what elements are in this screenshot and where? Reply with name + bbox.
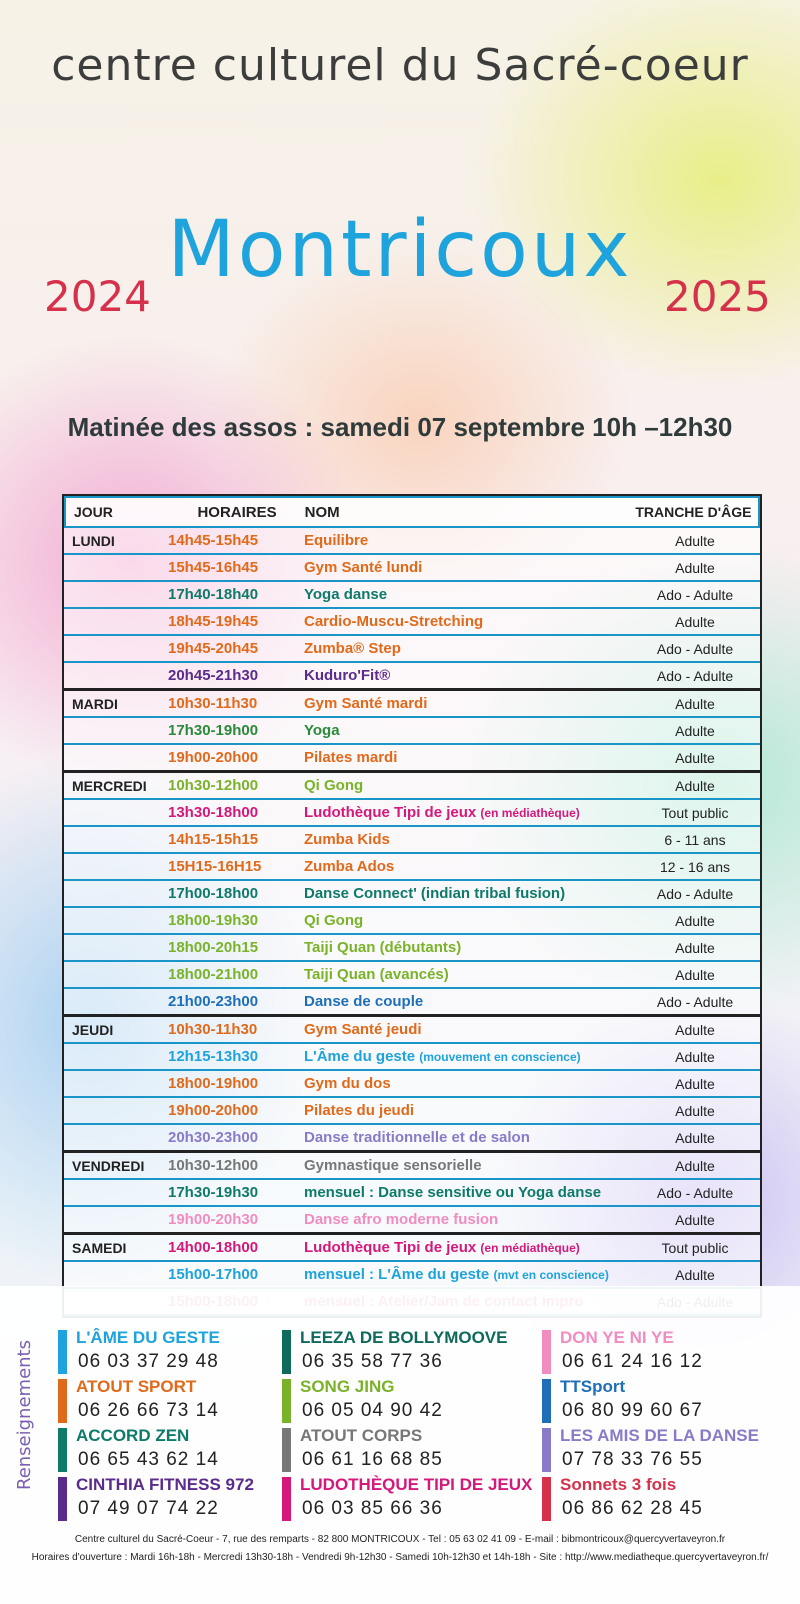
contact-entry — [282, 1475, 533, 1521]
contact-name: LEEZA DE BOLLYMOOVE — [300, 1328, 508, 1347]
row-activity-name: Danse afro moderne fusion — [304, 1211, 499, 1228]
table-header — [64, 496, 760, 528]
contact-phone: 06 80 99 60 67 — [562, 1400, 703, 1421]
contact-entry — [58, 1377, 288, 1423]
row-age: Adulte — [675, 912, 715, 929]
contact-phone: 06 03 85 66 36 — [302, 1498, 443, 1519]
row-activity-name: Qi Gong — [304, 912, 364, 929]
table-row — [64, 1098, 760, 1125]
contact-color-bar — [282, 1477, 291, 1521]
contact-name: LES AMIS DE LA DANSE — [560, 1426, 759, 1445]
row-time: 19h45-20h45 — [168, 640, 259, 657]
contact-phone: 07 49 07 74 22 — [78, 1498, 219, 1519]
contact-color-bar — [58, 1428, 67, 1472]
row-age: Ado - Adulte — [656, 1184, 734, 1201]
row-age: Adulte — [675, 1048, 715, 1065]
row-time: 10h30-12h00 — [168, 777, 259, 794]
table-row — [64, 1071, 760, 1098]
row-time: 18h00-21h00 — [168, 966, 259, 983]
row-age: Adulte — [675, 532, 715, 549]
contact-name: CINTHIA FITNESS 972 — [76, 1475, 254, 1494]
contact-phone: 06 05 04 90 42 — [302, 1400, 443, 1421]
row-activity-name: Zumba Kids — [304, 831, 390, 848]
contact-entry — [282, 1377, 512, 1423]
row-activity — [304, 804, 630, 821]
row-time: 14h45-15h45 — [168, 532, 259, 549]
row-day: JEUDI — [72, 1021, 114, 1038]
table-row — [64, 691, 760, 718]
contact-phone: 06 61 16 68 85 — [302, 1449, 443, 1470]
table-row — [64, 962, 760, 989]
row-activity — [304, 722, 630, 739]
table-row — [64, 609, 760, 636]
address-line: Centre culturel du Sacré-Coeur - 7, rue des remparts - 82 800 MONTRICOUX - Tel : 05 63 02 41 09 - E-mail : bibmontricoux@quercyvertaveyron.fr — [74, 1534, 726, 1545]
contact-phone: 06 35 58 77 36 — [302, 1351, 443, 1372]
row-activity-note: (mouvement en conscience) — [419, 1050, 581, 1064]
table-row — [64, 1044, 760, 1071]
table-row — [64, 555, 760, 582]
contact-color-bar — [282, 1428, 291, 1472]
contact-entry — [58, 1475, 288, 1521]
table-row — [64, 718, 760, 745]
row-activity-name: Danse traditionnelle et de salon — [304, 1129, 530, 1146]
contact-phone: 06 26 66 73 14 — [78, 1400, 219, 1421]
row-time: 14h15-15h15 — [168, 831, 259, 848]
row-age: Adulte — [675, 722, 715, 739]
row-age: Adulte — [675, 1211, 715, 1228]
year-start: 2024 — [44, 272, 151, 321]
row-age: Adulte — [675, 1266, 715, 1283]
table-row — [64, 854, 760, 881]
row-activity — [304, 1021, 630, 1038]
contact-entry — [542, 1426, 772, 1472]
row-activity-name: Equilibre — [304, 532, 369, 549]
header-day: JOUR — [74, 504, 113, 520]
row-activity-note: (en médiathèque) — [480, 1241, 580, 1255]
table-row — [64, 636, 760, 663]
table-row — [64, 881, 760, 908]
row-activity-name: Cardio-Muscu-Stretching — [304, 613, 484, 630]
row-activity — [304, 1129, 630, 1146]
row-activity-name: Danse de couple — [304, 993, 424, 1010]
contact-entry — [58, 1426, 288, 1472]
row-activity — [304, 858, 630, 875]
row-activity — [304, 1211, 630, 1228]
row-activity-name: Taiji Quan (avancés) — [304, 966, 449, 983]
contact-entry — [542, 1377, 772, 1423]
row-age: Ado - Adulte — [656, 885, 734, 902]
contact-phone: 07 78 33 76 55 — [562, 1449, 703, 1470]
row-time: 10h30-11h30 — [168, 695, 258, 712]
row-activity — [304, 1266, 630, 1283]
row-time: 18h45-19h45 — [168, 613, 259, 630]
table-body — [64, 528, 760, 1316]
row-age: Tout public — [661, 1239, 729, 1256]
row-activity — [304, 1102, 630, 1119]
row-activity — [304, 885, 630, 902]
row-activity-name: Ludothèque Tipi de jeux — [304, 804, 477, 821]
row-time: 13h30-18h00 — [168, 804, 259, 821]
contact-color-bar — [542, 1477, 551, 1521]
contact-color-bar — [542, 1379, 551, 1423]
row-activity — [304, 559, 630, 576]
contact-name: ATOUT CORPS — [300, 1426, 423, 1445]
row-activity — [304, 640, 630, 657]
row-activity-name: Qi Gong — [304, 777, 364, 794]
table-row — [64, 582, 760, 609]
row-activity — [304, 613, 630, 630]
row-age: Adulte — [675, 1102, 715, 1119]
row-age: Adulte — [675, 749, 715, 766]
table-row — [64, 528, 760, 555]
table-row — [64, 1017, 760, 1044]
row-time: 17h30-19h00 — [168, 722, 259, 739]
row-time: 17h40-18h40 — [168, 586, 259, 603]
contact-entry — [282, 1426, 512, 1472]
row-time: 19h00-20h00 — [168, 1102, 259, 1119]
contact-entry — [58, 1328, 288, 1374]
matinee-announcement: Matinée des assos : samedi 07 septembre 10h –12h30 — [67, 412, 733, 442]
header-age: TRANCHE D'ÂGE — [635, 504, 752, 520]
row-activity-name: Pilates mardi — [304, 749, 398, 766]
row-activity-name: Gym Santé jeudi — [304, 1021, 422, 1038]
row-activity — [304, 1239, 630, 1256]
row-time: 20h30-23h00 — [168, 1129, 259, 1146]
row-time: 12h15-13h30 — [168, 1048, 259, 1065]
table-row — [64, 935, 760, 962]
contact-color-bar — [542, 1428, 551, 1472]
row-time: 15h45-16h45 — [168, 559, 259, 576]
row-activity-name: Zumba Ados — [304, 858, 395, 875]
row-activity — [304, 993, 630, 1010]
row-activity-note: (mvt en conscience) — [493, 1268, 609, 1282]
contact-color-bar — [282, 1330, 291, 1374]
contact-color-bar — [58, 1477, 67, 1521]
row-age: Adulte — [675, 1129, 715, 1146]
row-age: Tout public — [661, 804, 729, 821]
table-row — [64, 773, 760, 800]
row-time: 19h00-20h00 — [168, 749, 259, 766]
row-activity-name: Yoga — [304, 722, 340, 739]
city-title: Montricoux — [167, 205, 633, 295]
row-time: 14h00-18h00 — [168, 1239, 259, 1256]
row-age: Adulte — [675, 939, 715, 956]
row-age: Ado - Adulte — [656, 993, 734, 1010]
row-activity-name: Gym Santé mardi — [304, 695, 428, 712]
row-day: LUNDI — [72, 532, 115, 549]
row-time: 21h00-23h00 — [168, 993, 259, 1010]
row-age: Adulte — [675, 1075, 715, 1092]
contact-color-bar — [58, 1379, 67, 1423]
row-day: SAMEDI — [72, 1239, 127, 1256]
row-age: Adulte — [675, 777, 715, 794]
contact-name: ATOUT SPORT — [76, 1377, 197, 1396]
row-age: Adulte — [675, 613, 715, 630]
row-activity-name: Zumba® Step — [304, 640, 401, 657]
contact-name: ACCORD ZEN — [76, 1426, 190, 1445]
row-activity — [304, 532, 630, 549]
header-name: NOM — [304, 503, 340, 521]
row-age: Adulte — [675, 966, 715, 983]
row-time: 18h00-19h00 — [168, 1075, 259, 1092]
table-row — [64, 908, 760, 935]
row-activity-name: L'Âme du geste — [304, 1048, 416, 1065]
row-day: MERCREDI — [72, 777, 147, 794]
row-activity — [304, 1157, 630, 1174]
table-row — [64, 1235, 760, 1262]
contact-name: L'ÂME DU GESTE — [76, 1328, 220, 1347]
row-activity — [304, 912, 630, 929]
row-activity-name: Gym du dos — [304, 1075, 391, 1092]
contact-phone: 06 03 37 29 48 — [78, 1351, 219, 1372]
row-age: Adulte — [675, 1021, 715, 1038]
row-age: Ado - Adulte — [656, 640, 734, 657]
centre-title: centre culturel du Sacré-coeur — [51, 40, 749, 91]
row-activity-name: Gym Santé lundi — [304, 559, 423, 576]
row-activity-name: Taiji Quan (débutants) — [304, 939, 462, 956]
row-time: 10h30-12h00 — [168, 1157, 259, 1174]
contact-phone: 06 65 43 62 14 — [78, 1449, 219, 1470]
table-row — [64, 745, 760, 773]
row-activity-name: Danse Connect' (indian tribal fusion) — [304, 885, 566, 902]
contact-name: DON YE NI YE — [560, 1328, 674, 1347]
hours-line: Horaires d'ouverture : Mardi 16h-18h - Mercredi 13h30-18h - Vendredi 9h-12h30 - Samedi 10h-12h30 et 14h-18h - Site : http://www.mediatheque.quercyvertaveyron.fr/ — [31, 1552, 769, 1563]
row-activity — [304, 586, 630, 603]
row-day: VENDREDI — [72, 1157, 145, 1174]
row-time: 17h30-19h30 — [168, 1184, 259, 1201]
contact-color-bar — [58, 1330, 67, 1374]
row-activity-name: mensuel : L'Âme du geste — [304, 1266, 490, 1283]
row-age: Adulte — [675, 695, 715, 712]
contact-entry — [282, 1328, 512, 1374]
contact-entry — [542, 1328, 772, 1374]
contact-entry — [542, 1475, 772, 1521]
row-age: Adulte — [675, 559, 715, 576]
row-time: 19h00-20h30 — [168, 1211, 259, 1228]
row-activity-name: Gymnastique sensorielle — [304, 1157, 482, 1174]
contact-phone: 06 61 24 16 12 — [562, 1351, 703, 1372]
table-row — [64, 1153, 760, 1180]
row-age: Ado - Adulte — [656, 586, 734, 603]
table-row — [64, 989, 760, 1017]
row-activity — [304, 777, 630, 794]
row-age: 6 - 11 ans — [664, 831, 726, 848]
renseignements-label: Renseignements — [14, 1340, 35, 1490]
row-activity-name: mensuel : Danse sensitive ou Yoga danse — [304, 1184, 602, 1201]
row-time: 15H15-16H15 — [168, 858, 262, 875]
row-activity — [304, 667, 630, 684]
row-time: 18h00-20h15 — [168, 939, 259, 956]
contact-name: LUDOTHÈQUE TIPI DE JEUX — [300, 1475, 533, 1494]
row-day: MARDI — [72, 695, 118, 712]
row-activity-name: Pilates du jeudi — [304, 1102, 415, 1119]
table-row — [64, 663, 760, 691]
row-time: 17h00-18h00 — [168, 885, 259, 902]
year-end: 2025 — [664, 272, 771, 321]
row-activity — [304, 939, 630, 956]
table-row — [64, 1180, 760, 1207]
contact-phone: 06 86 62 28 45 — [562, 1498, 703, 1519]
row-time: 20h45-21h30 — [168, 667, 259, 684]
row-activity — [304, 831, 630, 848]
contact-name: TTSport — [560, 1377, 626, 1396]
table-row — [64, 800, 760, 827]
table-row — [64, 827, 760, 854]
row-activity-note: (en médiathèque) — [480, 806, 580, 820]
header-time: HORAIRES — [197, 503, 277, 521]
row-time: 18h00-19h30 — [168, 912, 259, 929]
row-activity — [304, 1184, 630, 1201]
row-age: 12 - 16 ans — [659, 858, 731, 875]
table-row — [64, 1207, 760, 1235]
row-activity — [304, 1048, 630, 1065]
row-age: Ado - Adulte — [656, 667, 734, 684]
row-activity-name: Kuduro'Fit® — [304, 667, 391, 684]
row-activity — [304, 966, 630, 983]
row-activity-name: Ludothèque Tipi de jeux — [304, 1239, 477, 1256]
row-activity — [304, 1075, 630, 1092]
row-activity — [304, 749, 630, 766]
contact-name: Sonnets 3 fois — [560, 1475, 677, 1494]
row-age: Adulte — [675, 1157, 715, 1174]
contact-color-bar — [542, 1330, 551, 1374]
row-time: 10h30-11h30 — [168, 1021, 258, 1038]
row-activity-name: Yoga danse — [304, 586, 388, 603]
schedule-table — [62, 494, 762, 1318]
table-row — [64, 1262, 760, 1289]
row-activity — [304, 695, 630, 712]
row-time: 15h00-17h00 — [168, 1266, 259, 1283]
contact-name: SONG JING — [300, 1377, 395, 1396]
contact-color-bar — [282, 1379, 291, 1423]
table-row — [64, 1125, 760, 1153]
